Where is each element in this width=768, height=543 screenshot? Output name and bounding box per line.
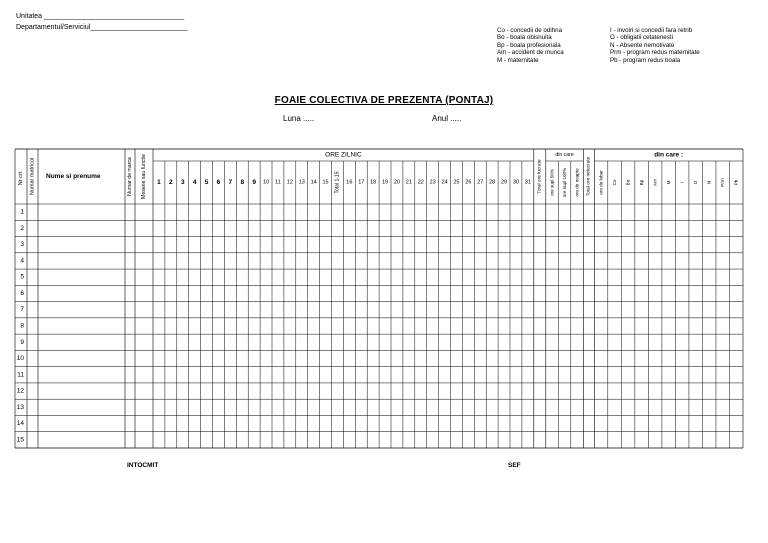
row-number: 9	[20, 338, 24, 346]
day-header: 15	[322, 179, 329, 186]
prepared-by-label: INTOCMIT	[127, 462, 159, 469]
legend-item: Prm - program redus maternitate	[610, 49, 700, 57]
overtime-header: ore supl 100%	[562, 167, 568, 198]
day-header: 1	[157, 179, 161, 186]
day-header: 10	[262, 179, 270, 186]
row-number: 2	[20, 224, 24, 232]
legend-item: O - obligatii cetatenesti	[610, 34, 673, 42]
year-label: Anul .....	[432, 114, 462, 123]
day-header: 4	[192, 179, 197, 186]
absence-type-header: Bp	[639, 179, 645, 186]
day-header: 3	[180, 179, 185, 186]
overtime-header: ore de noapte	[574, 168, 580, 197]
legend-item: Bo - boala obisnuita	[497, 34, 552, 42]
day-header: 2	[169, 179, 173, 186]
legend-item: Am - accident de munca	[497, 49, 564, 57]
row-number: 11	[17, 371, 24, 379]
day-header: 27	[477, 179, 484, 186]
absence-type-header: I	[679, 181, 685, 184]
day-header: 14	[310, 179, 317, 186]
chief-label: SEF	[508, 462, 521, 469]
row-number: 1	[20, 208, 24, 216]
day-header: 17	[358, 179, 365, 186]
day-header: 28	[489, 179, 496, 186]
day-header: 7	[228, 179, 233, 186]
row-number: 7	[20, 306, 24, 314]
legend-item: M - maternitate	[497, 56, 539, 64]
legend-item: Pb - program redus boala	[610, 56, 681, 64]
month-label: Luna .....	[283, 114, 315, 123]
day-header: 6	[216, 179, 221, 186]
day-header: 19	[381, 179, 389, 186]
unit-label: Unitatea	[16, 13, 43, 20]
day-header: 29	[500, 179, 508, 186]
legend-item: I - invoiri si concedii fara retrib	[610, 27, 693, 34]
legend-item: N - Absente nemotivate	[610, 41, 675, 49]
legend-item: Bp - boala profesionala	[497, 41, 561, 49]
department-line[interactable]: _________________________	[90, 24, 188, 31]
total-ore-nelucrate-header: Total ore nelucrate	[586, 156, 592, 197]
department-label: Departamentul/Serviciul	[16, 24, 91, 31]
total-ore-lucrate-header: Total ore lucrate	[537, 159, 543, 194]
day-header: 8	[240, 179, 245, 186]
day-header: 12	[286, 179, 293, 186]
day-header: 16	[346, 179, 353, 186]
absence-type-header: M	[666, 180, 672, 185]
nr-marca-header: Numar de marca	[127, 157, 133, 196]
row-number: 3	[20, 241, 24, 249]
day-header: 23	[429, 179, 436, 186]
day-header: 9	[252, 179, 256, 186]
row-number: 4	[20, 257, 24, 265]
nr-matricol-header: Numar matricol	[29, 157, 36, 196]
absence-type-header: ore de lebar	[598, 170, 604, 195]
day-header: 22	[417, 179, 424, 186]
din-care-header: din care	[555, 152, 574, 158]
row-number: 5	[20, 273, 24, 281]
row-number: 8	[20, 322, 24, 330]
day-header: 13	[298, 179, 305, 186]
legend-item: Co - concedii de odihna	[497, 27, 563, 34]
name-header: Nume si prenume	[46, 173, 101, 180]
day-header: 30	[512, 179, 520, 186]
page-title: FOAIE COLECTIVA DE PREZENTA (PONTAJ)	[274, 95, 494, 106]
absence-type-header: N	[706, 180, 712, 185]
unit-line[interactable]: ____________________________________	[44, 13, 185, 20]
overtime-header: ore supl 50%	[549, 169, 555, 196]
absence-type-header: Bo	[625, 179, 631, 186]
row-number: 15	[16, 436, 24, 444]
nr-crt-header: Nr crt	[18, 171, 24, 186]
day-header: 18	[370, 179, 377, 186]
day-header: 25	[453, 179, 460, 186]
absence-type-header: O	[693, 180, 699, 185]
day-header: 20	[393, 179, 401, 186]
day-header: 26	[465, 179, 472, 186]
total-1-15-header: Total 1-15	[334, 171, 341, 194]
absence-type-header: Co	[612, 179, 618, 186]
day-header: 5	[204, 179, 209, 186]
row-number: 13	[16, 403, 24, 411]
absence-type-header: Prm	[720, 178, 726, 187]
row-number: 6	[20, 289, 24, 297]
functie-header: Meserie sau functie	[141, 154, 147, 199]
day-header: 24	[441, 179, 448, 186]
absence-type-header: Am	[652, 179, 658, 186]
din-care-absente-header: din care :	[654, 151, 684, 159]
day-header: 21	[405, 179, 412, 186]
row-number: 10	[16, 355, 24, 363]
day-header: 11	[275, 179, 281, 186]
day-header: 31	[524, 179, 531, 186]
ore-zilnic-header: ORE ZILNIC	[325, 151, 362, 159]
row-number: 14	[16, 420, 24, 428]
absence-type-header: Pb	[733, 179, 739, 186]
row-number: 12	[16, 387, 24, 395]
